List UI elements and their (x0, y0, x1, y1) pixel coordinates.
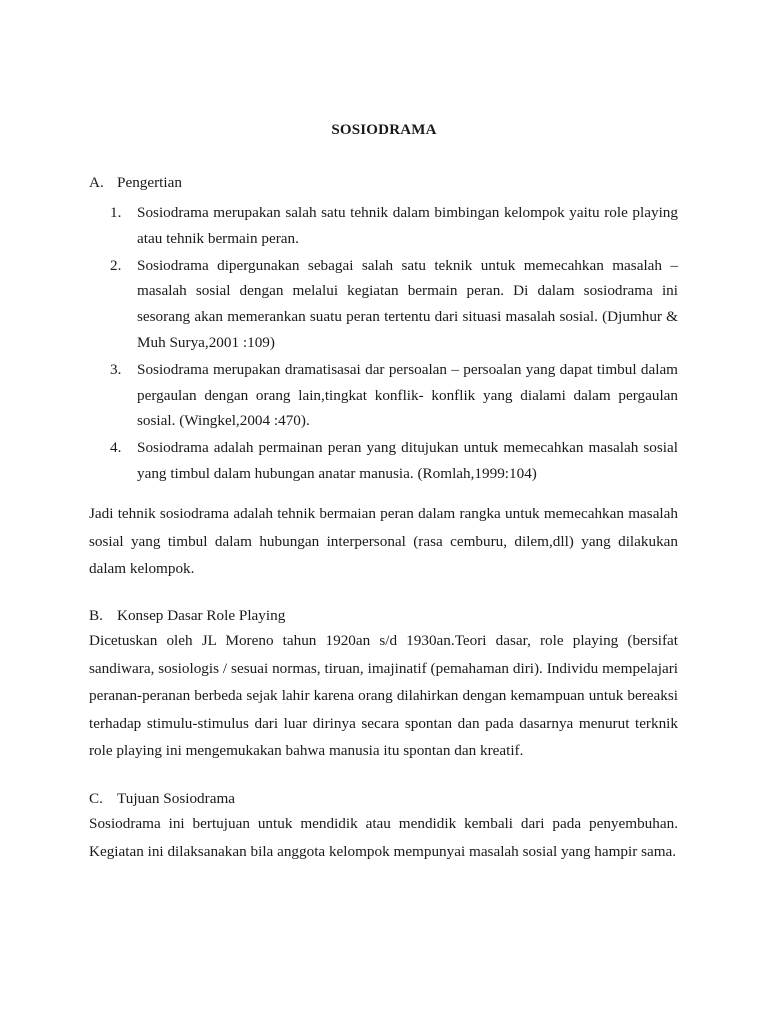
list-item-text: Sosiodrama dipergunakan sebagai salah satu teknik untuk memecahkan masalah – masalah sosial dengan melalui kegiatan bermain peran. Di dalam sosiodrama ini sesorang akan memerankan suatu peran tertentu dari situasi masalah sosial. (Djumhur & Muh Surya,2001 :109) (137, 256, 678, 351)
section-c-title: Tujuan Sosiodrama (117, 790, 235, 807)
section-a-marker: A. (89, 174, 104, 191)
section-c-heading (89, 790, 235, 808)
list-item-text: Sosiodrama merupakan dramatisasai dar persoalan – persoalan yang dapat timbul dalam pergaulan dengan orang lain,tingkat konflik- konflik yang dialami dalam pergaulan sosial. (Wingkel,2004 :470). (137, 360, 678, 430)
list-item (110, 435, 678, 487)
section-b-title: Konsep Dasar Role Playing (117, 607, 286, 624)
list-item-number: 4. (110, 439, 122, 457)
list-item-text: Sosiodrama merupakan salah satu tehnik dalam bimbingan kelompok yaitu role playing atau tehnik bermain peran. (137, 204, 678, 247)
page-title: SOSIODRAMA (331, 122, 437, 138)
section-b-heading (89, 607, 285, 625)
section-a-conclusion: Jadi tehnik sosiodrama adalah tehnik bermaian peran dalam rangka untuk memecahkan masalah sosial yang timbul dalam hubungan interpersonal (rasa cemburu, dilem,dll) yang dilakukan dalam kelompok. (89, 505, 678, 577)
pengertian-list (110, 200, 678, 488)
section-b-body: Dicetuskan oleh JL Moreno tahun 1920an s/d 1930an.Teori dasar, role playing (bersifat sandiwara, sosiologis / sesuai normas, tiruan, imajinatif (pemahaman diri). Individu mempelajari peranan-peranan berbeda sejak lahir karena orang dilahirkan dengan kemampuan untuk bereaksi terhadap stimulu-stimulus dari luar dirinya secara spontan dan pada dasarnya menurut terknik role playing ini mengemukakan bahwa manusia itu spontan dan kreatif. (89, 632, 678, 759)
section-b-marker: B. (89, 607, 103, 624)
section-c-body: Sosiodrama ini bertujuan untuk mendidik atau mendidik kembali dari pada penyembuhan. Kegiatan ini dilaksanakan bila anggota kelompok mempunyai masalah sosial yang hampir sama. (89, 815, 678, 860)
list-item-number: 3. (110, 360, 122, 378)
list-item-number: 2. (110, 256, 122, 274)
list-item (110, 253, 678, 356)
section-a-heading (89, 174, 182, 192)
section-c-marker: C. (89, 790, 103, 807)
list-item (110, 200, 678, 252)
list-item-number: 1. (110, 204, 122, 221)
list-item (110, 357, 678, 434)
section-a-title: Pengertian (117, 174, 182, 191)
list-item-text: Sosiodrama adalah permainan peran yang ditujukan untuk memecahkan masalah sosial yang timbul dalam hubungan anatar manusia. (Romlah,1999:104) (137, 439, 678, 482)
